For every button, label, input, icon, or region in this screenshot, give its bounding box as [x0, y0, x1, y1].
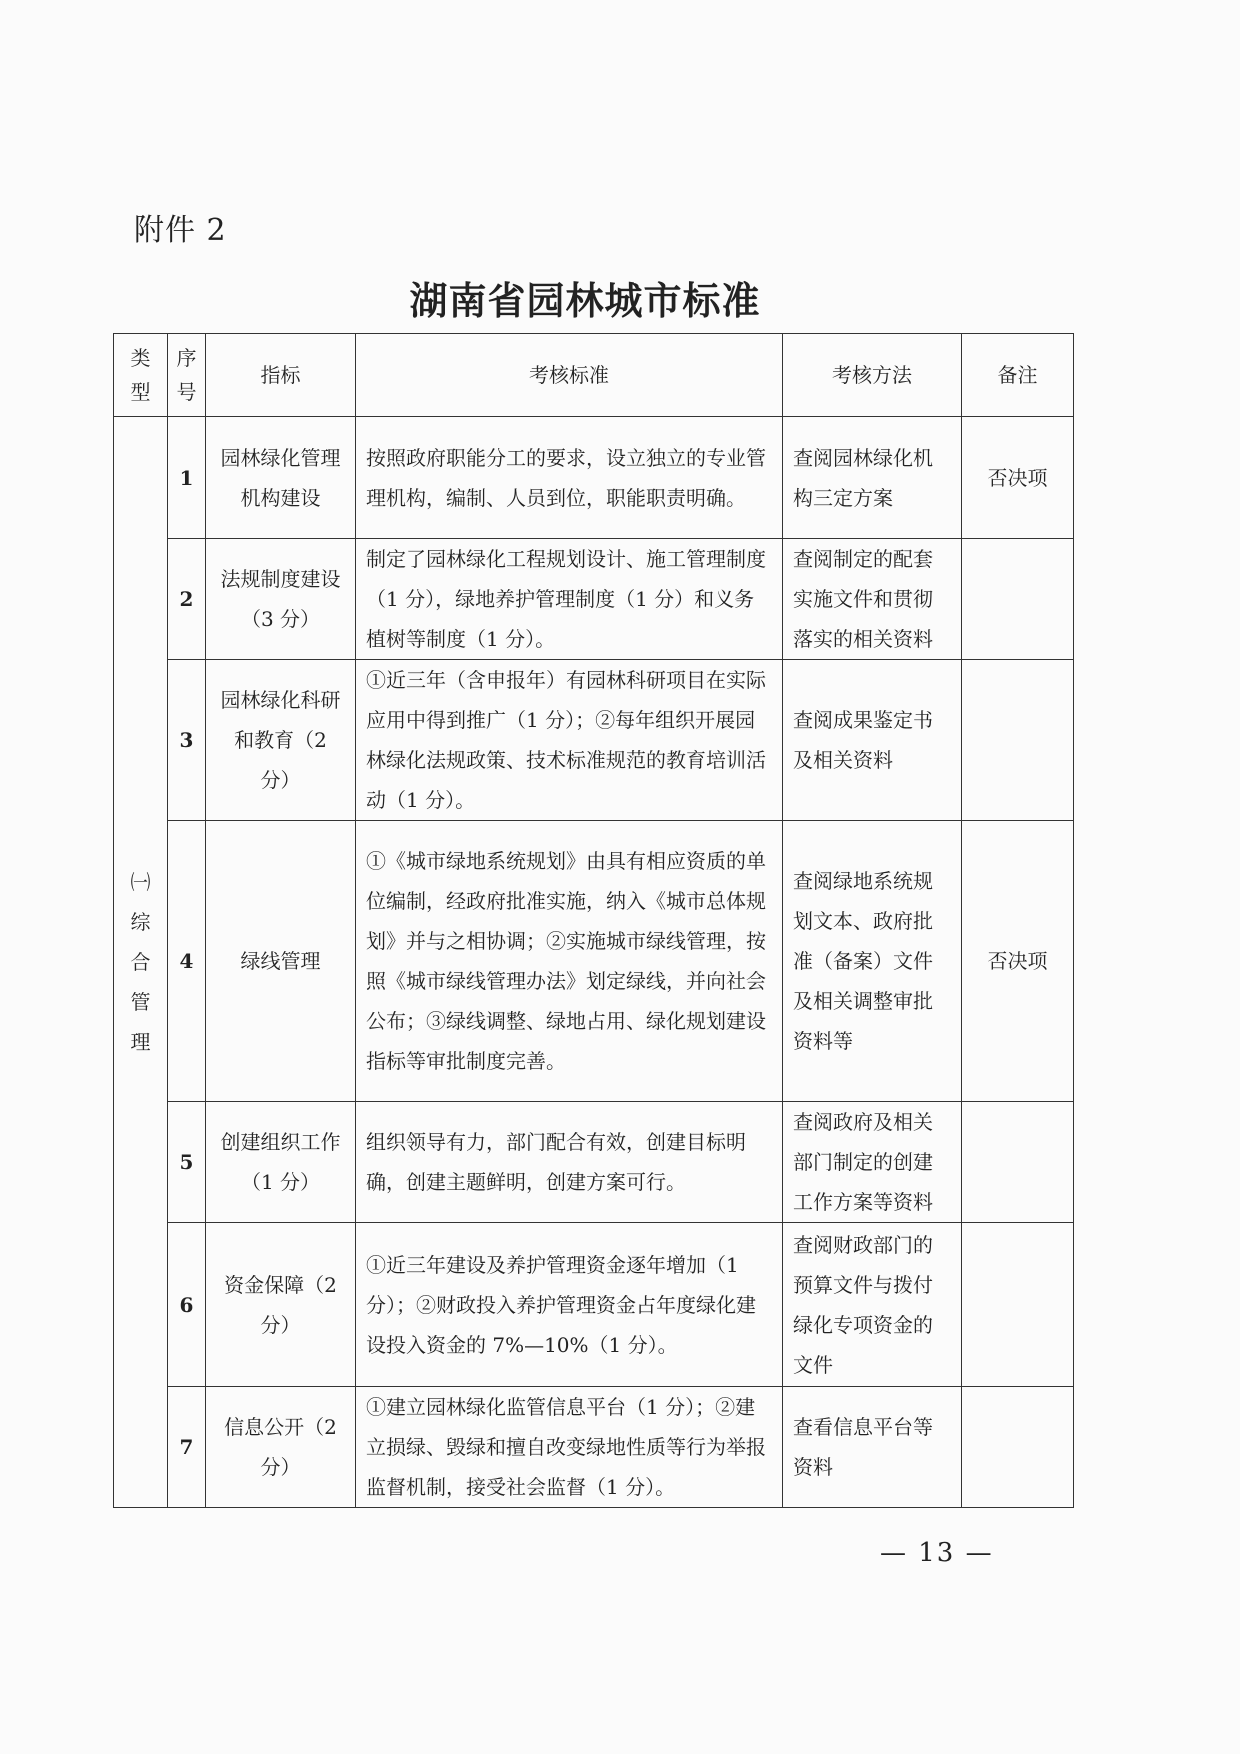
- document-title: 湖南省园林城市标准: [409, 279, 761, 323]
- table-row: [114, 660, 1074, 821]
- note-cell: [962, 660, 1074, 821]
- row-number: 7: [168, 1387, 206, 1508]
- table-row: [114, 1387, 1074, 1508]
- criteria-cell: 制定了园林绿化工程规划设计、施工管理制度（1 分），绿地养护管理制度（1 分）和义务植树等制度（1 分）。: [356, 539, 783, 660]
- criteria-cell: ①建立园林绿化监管信息平台（1 分）；②建立损绿、毁绿和擅自改变绿地性质等行为举报监督机制，接受社会监督（1 分）。: [356, 1387, 783, 1508]
- table-row: [114, 539, 1074, 660]
- table-header-row: [114, 334, 1074, 417]
- attachment-label: 附件 2: [134, 213, 227, 248]
- criteria-cell: ①近三年建设及养护管理资金逐年增加（1 分）；②财政投入养护管理资金占年度绿化建设投入资金的 7%—10%（1 分）。: [356, 1223, 783, 1387]
- indicator-cell: 绿线管理: [206, 821, 356, 1102]
- page-number: — 13 —: [880, 1538, 994, 1568]
- table-row: [114, 1223, 1074, 1387]
- note-cell: [962, 1387, 1074, 1508]
- note-cell: [962, 1223, 1074, 1387]
- criteria-cell: 组织领导有力，部门配合有效，创建目标明确，创建主题鲜明，创建方案可行。: [356, 1102, 783, 1223]
- row-number: 2: [168, 539, 206, 660]
- criteria-cell: 按照政府职能分工的要求，设立独立的专业管理机构，编制、人员到位，职能职责明确。: [356, 417, 783, 539]
- header-type: 类型: [114, 334, 168, 417]
- method-cell: 查阅园林绿化机构三定方案: [783, 417, 962, 539]
- row-number: 1: [168, 417, 206, 539]
- criteria-cell: ①《城市绿地系统规划》由具有相应资质的单位编制，经政府批准实施，纳入《城市总体规划》并与之相协调；②实施城市绿线管理，按照《城市绿线管理办法》划定绿线，并向社会公布；③绿线调整、绿地占用、绿化规划建设指标等审批制度完善。: [356, 821, 783, 1102]
- method-cell: 查阅成果鉴定书及相关资料: [783, 660, 962, 821]
- header-no: 序号: [168, 334, 206, 417]
- note-cell: [962, 1102, 1074, 1223]
- note-cell: [962, 539, 1074, 660]
- note-cell: 否决项: [962, 821, 1074, 1102]
- header-method: 考核方法: [783, 334, 962, 417]
- row-number: 4: [168, 821, 206, 1102]
- header-indicator: 指标: [206, 334, 356, 417]
- criteria-cell: ①近三年（含申报年）有园林科研项目在实际应用中得到推广（1 分）；②每年组织开展园林绿化法规政策、技术标准规范的教育培训活动（1 分）。: [356, 660, 783, 821]
- note-cell: 否决项: [962, 417, 1074, 539]
- header-note: 备注: [962, 334, 1074, 417]
- method-cell: 查阅财政部门的预算文件与拨付绿化专项资金的文件: [783, 1223, 962, 1387]
- method-cell: 查阅绿地系统规划文本、政府批准（备案）文件及相关调整审批资料等: [783, 821, 962, 1102]
- indicator-cell: 园林绿化科研和教育（2 分）: [206, 660, 356, 821]
- header-criteria: 考核标准: [356, 334, 783, 417]
- method-cell: 查阅制定的配套实施文件和贯彻落实的相关资料: [783, 539, 962, 660]
- indicator-cell: 创建组织工作（1 分）: [206, 1102, 356, 1223]
- method-cell: 查看信息平台等资料: [783, 1387, 962, 1508]
- row-number: 3: [168, 660, 206, 821]
- indicator-cell: 园林绿化管理机构建设: [206, 417, 356, 539]
- indicator-cell: 法规制度建设（3 分）: [206, 539, 356, 660]
- indicator-cell: 信息公开（2 分）: [206, 1387, 356, 1508]
- category-cell: ㈠综合管理: [114, 417, 168, 1508]
- table-row: [114, 1102, 1074, 1223]
- row-number: 6: [168, 1223, 206, 1387]
- method-cell: 查阅政府及相关部门制定的创建工作方案等资料: [783, 1102, 962, 1223]
- table-row: [114, 821, 1074, 1102]
- standards-table: [113, 333, 1074, 1508]
- row-number: 5: [168, 1102, 206, 1223]
- indicator-cell: 资金保障（2 分）: [206, 1223, 356, 1387]
- table-row: [114, 417, 1074, 539]
